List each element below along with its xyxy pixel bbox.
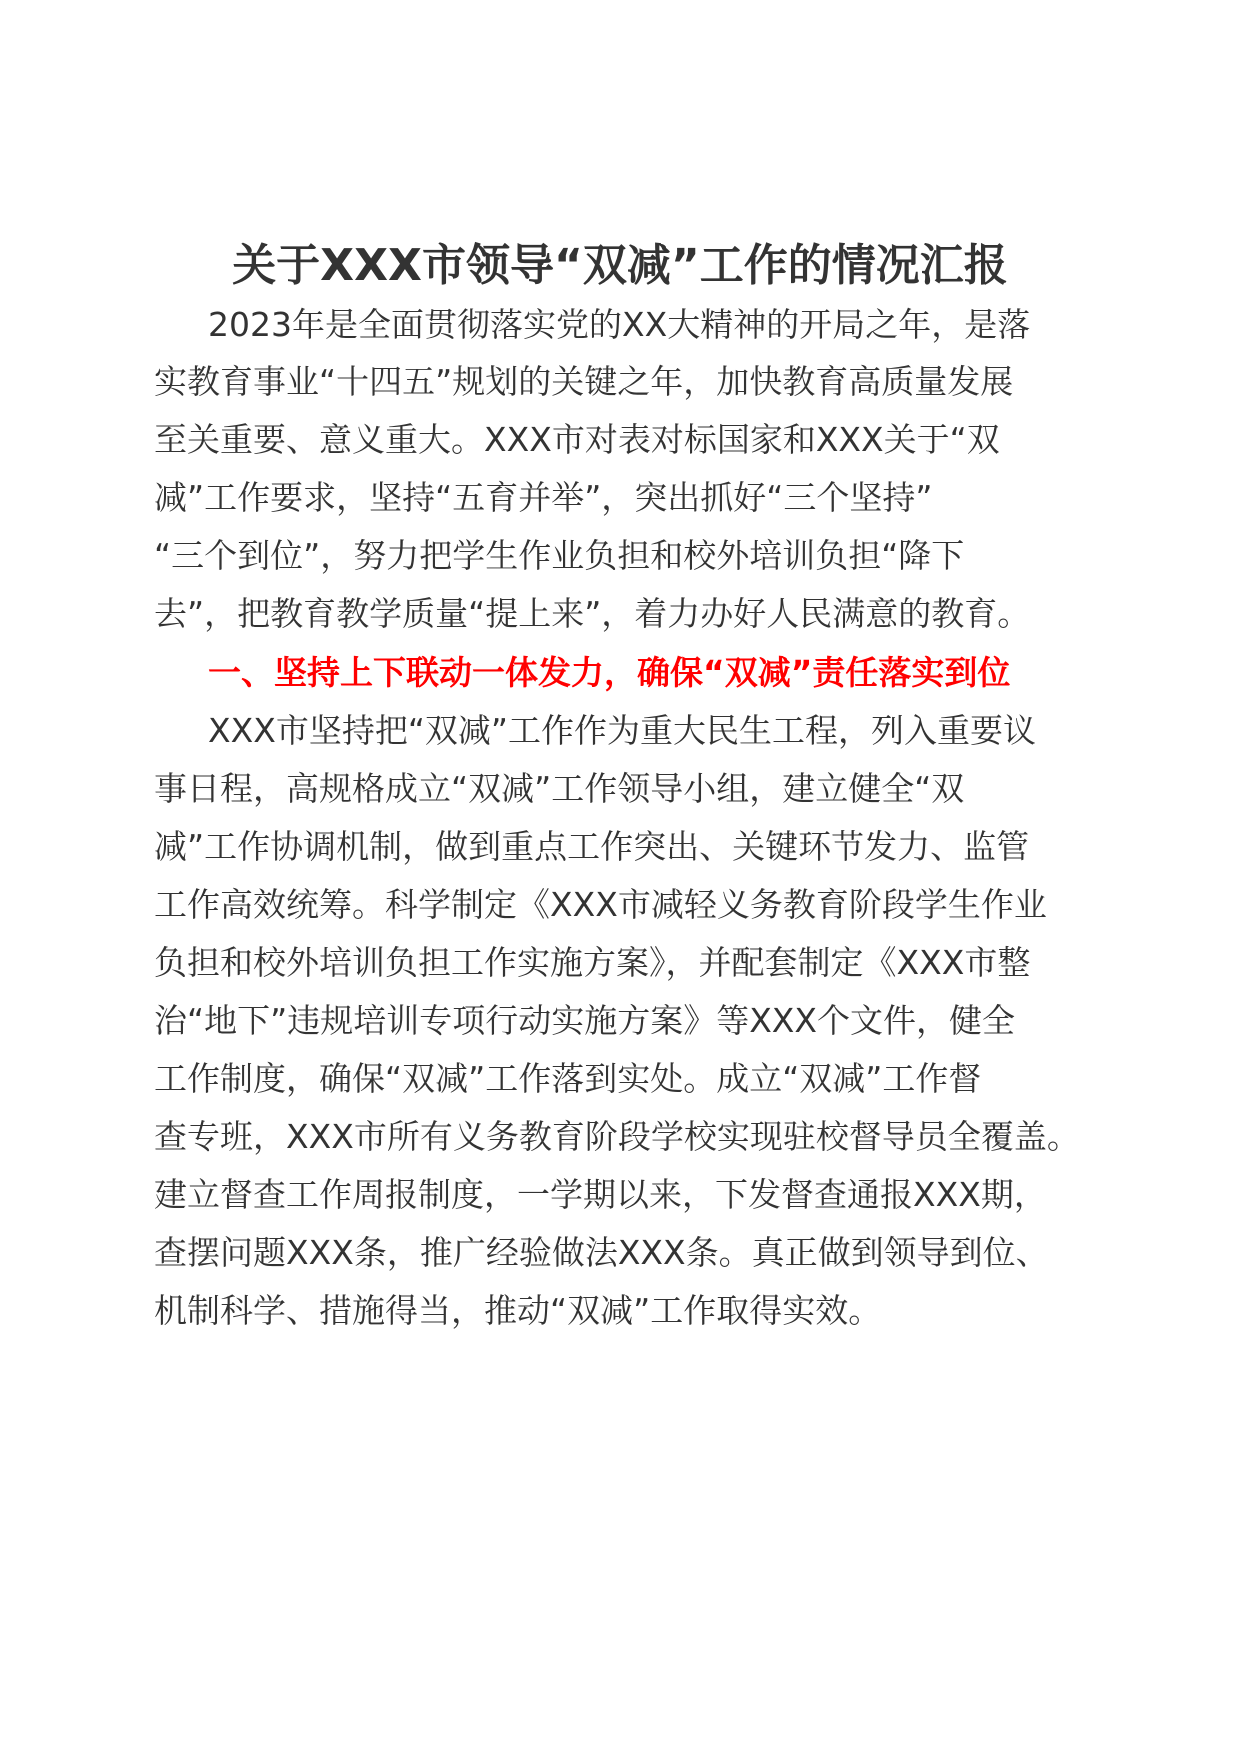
paragraph-2-line-4: 工作高效统筹。科学制定《XXX市减轻义务教育阶段学生作业 xyxy=(154,885,1047,924)
paragraph-1-line-6: 去”，把教育教学质量“提上来”，着力办好人民满意的教育。 xyxy=(154,594,1031,633)
paragraph-2-line-1: XXX市坚持把“双减”工作作为重大民生工程，列入重要议 xyxy=(208,711,1037,750)
paragraph-2-line-3: 减”工作协调机制，做到重点工作突出、关键环节发力、监管 xyxy=(154,827,1030,866)
paragraph-1-line-1: 2023年是全面贯彻落实党的XX大精神的开局之年，是落 xyxy=(208,305,1031,344)
paragraph-2-line-11: 机制科学、措施得当，推动“双减”工作取得实效。 xyxy=(154,1291,882,1330)
paragraph-1-line-5: “三个到位”，努力把学生作业负担和校外培训负担“降下 xyxy=(154,536,965,575)
section-heading-1: 一、坚持上下联动一体发力，确保“双减”责任落实到位 xyxy=(208,653,1011,692)
paragraph-2-line-9: 建立督查工作周报制度，一学期以来，下发督查通报XXX期， xyxy=(154,1175,1047,1214)
paragraph-2-line-2: 事日程，高规格成立“双减”工作领导小组，建立健全“双 xyxy=(154,769,965,808)
paragraph-2-line-6: 治“地下”违规培训专项行动实施方案》等XXX个文件，健全 xyxy=(154,1001,1016,1040)
paragraph-1-line-3: 至关重要、意义重大。XXX市对表对标国家和XXX关于“双 xyxy=(154,420,1000,459)
paragraph-1-line-2: 实教育事业“十四五”规划的关键之年，加快教育高质量发展 xyxy=(154,362,1014,401)
paragraph-1-line-4: 减”工作要求，坚持“五育并举”，突出抓好“三个坚持” xyxy=(154,478,933,517)
paragraph-2-line-10: 查摆问题XXX条，推广经验做法XXX条。真正做到领导到位、 xyxy=(154,1233,1049,1272)
paragraph-2-line-8: 查专班，XXX市所有义务教育阶段学校实现驻校督导员全覆盖。 xyxy=(154,1117,1080,1156)
paragraph-2-line-7: 工作制度，确保“双减”工作落到实处。成立“双减”工作督 xyxy=(154,1059,982,1098)
document-title: 关于XXX市领导“双减”工作的情况汇报 xyxy=(232,240,1008,291)
paragraph-2-line-5: 负担和校外培训负担工作实施方案》，并配套制定《XXX市整 xyxy=(154,943,1031,982)
